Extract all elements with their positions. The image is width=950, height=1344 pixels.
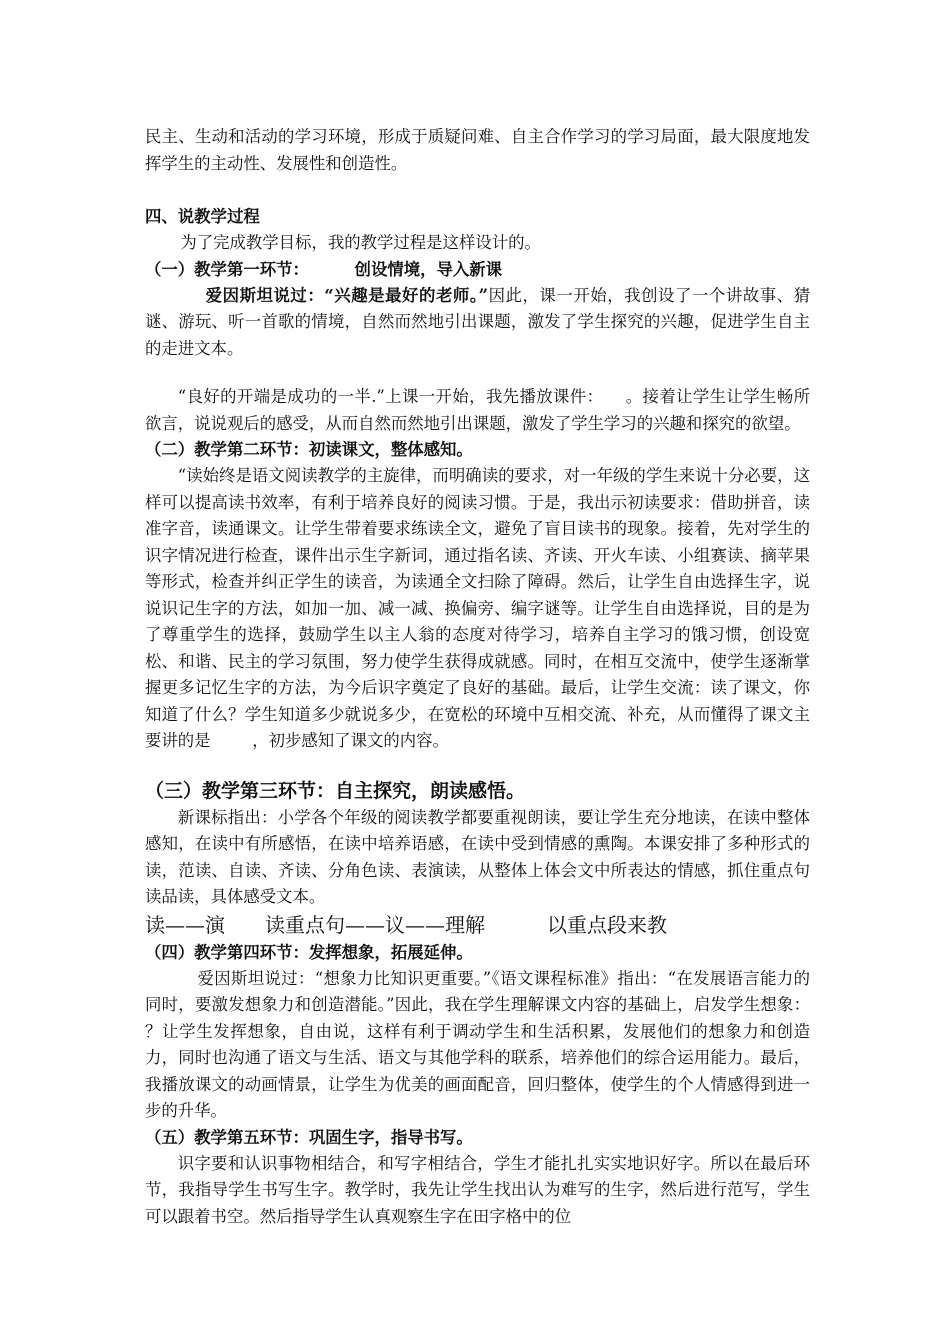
reading-method-1: 读——演 [145, 912, 225, 937]
document-page [145, 124, 873, 1230]
section-heading-teaching-process: 四、说教学过程 [145, 207, 260, 226]
step3-paragraph: 新课标指出：小学各个年级的阅读教学都要重视朗读，要让学生充分地读，在读中整体感知，在读中有所感悟，在读中培养语感，在读中受到情感的熏陶。本课安排了多种形式的读，范读、自读、齐读、分角色读、表演读，从整体上体会文中所表达的情感，抓住重点句读品读，具体感受文本。 [145, 807, 810, 906]
step5-heading: （五）教学第五环节：巩固生字，指导书写。 [145, 1127, 473, 1147]
reading-method-3: 以重点段来教 [547, 912, 667, 937]
step2-paragraph: “读始终是语文阅读教学的主旋律，而明确读的要求，对一年级的学生来说十分必要，这样可以提高读书效率，有利于培养良好的阅读习惯。于是，我出示初读要求：借助拼音，读准字音，读通课文。让学生带着要求练读全文，避免了盲目读书的现象。接着，先对学生的识字情况进行检查，课件出示生字新词，通过指名读、齐读、开火车读、小组赛读、摘苹果等形式，检查并纠正学生的读音，为读通全文扫除了障碍。然后，让学生自由选择生字，说说识记生字的方法，如加一加、减一减、换偏旁、编字谜等。让学生自由选择说，目的是为了尊重学生的选择，鼓励学生以主人翁的态度对待学习，培养自主学习的饿习惯，创设宽松、和谐、民主的学习氛围，努力使学生获得成就感。同时，在相互交流中，使学生逐渐掌握更多记忆生字的方法，为今后识字奠定了良好的基础。最后，让学生交流：读了课文，你知道了什么？学生知道多少就说多少，在宽松的环境中互相交流、补充，从而懂得了课文主要讲的是 ，初步感知了课文的内容。 [145, 466, 810, 750]
step2-heading: （二）教学第二环节：初读课文，整体感知。 [145, 440, 473, 459]
step1-paragraph-2: “良好的开端是成功的一半.”上课一开始，我先播放课件： 。接着让学生让学生畅所欲言，说说观后的感受，从而自然而然地引出课题，激发了学生学习的兴趣和探究的欲望。 [145, 387, 810, 433]
step5-paragraph: 识字要和认识事物相结合，和写字相结合，学生才能扎扎实实地识好字。所以在最后环节，我指导学生书写生字。教学时，我先让学生找出认为难写的生字，然后进行范写，学生可以跟着书空。然后指导学生认真观察生字在田字格中的位 [145, 1153, 810, 1226]
step1-heading: （一）教学第一环节： 创设情境，导入新课 [145, 259, 503, 279]
reading-methods-row [145, 911, 810, 940]
einstein-quote: 爱因斯坦说过：“兴趣是最好的老师。” [205, 285, 489, 305]
step1-paragraph [145, 283, 810, 363]
step4-heading: （四）教学第四环节：发挥想象，拓展延伸。 [145, 942, 473, 962]
section-intro: 为了完成教学目标，我的教学过程是这样设计的。 [180, 233, 541, 252]
step1-paragraph-rest: 因此，课一开始，我创设了一个讲故事、猜谜、游玩、听一首歌的情境，自然而然地引出课题，激发了学生探究的兴趣，促进学生自主的走进文本。 [145, 285, 811, 358]
step3-heading: （三）教学第三环节：自主探究，朗读感悟。 [145, 779, 526, 802]
reading-method-2: 读重点句——议——理解 [265, 912, 485, 937]
intro-paragraph: 民主、生动和活动的学习环境，形成于质疑问难、自主合作学习的学习局面，最大限度地发挥学生的主动性、发展性和创造性。 [145, 127, 810, 173]
step4-paragraph: 爱因斯坦说过：“想象力比知识更重要。”《语文课程标准》指出：“在发展语言能力的同时，要激发想象力和创造潜能。”因此，我在学生理解课文内容的基础上，启发学生想象： ？让学生发挥想象，自由说，这样有利于调动学生和生活积累，发展他们的想象力和创造力，同时也沟通了语文与生活、语文与其他学科的联系，培养他们的综合运用能力。最后，我播放课文的动画情景，让学生为优美的画面配音，回归整体，使学生的个人情感得到进一步的升华。 [145, 968, 873, 1120]
